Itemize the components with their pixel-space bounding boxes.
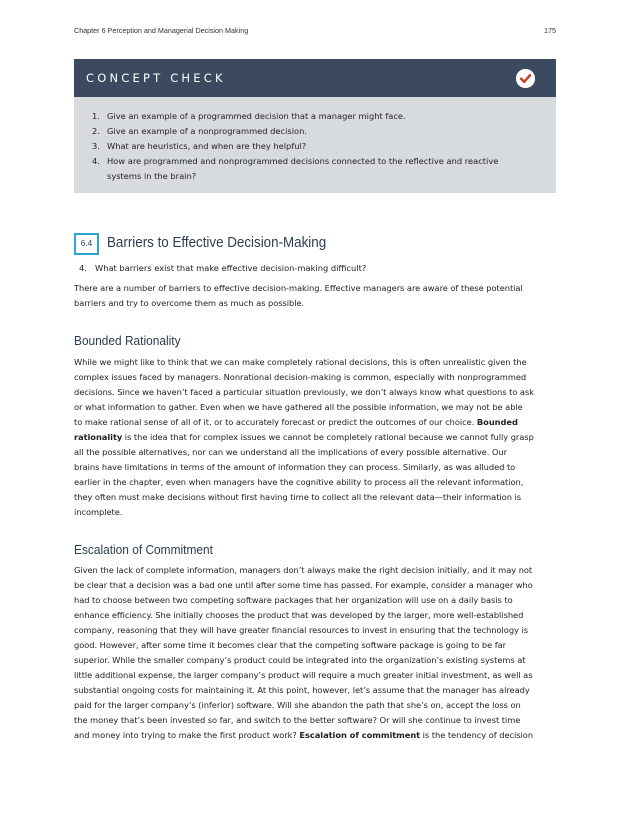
objective-text: What barriers exist that make effective decision-making difficult? [95, 263, 367, 273]
intro-paragraph: There are a number of barriers to effective decision-making. Effective managers are aware of these potential barriers and try to overcome them as much as possible. [74, 283, 523, 308]
objective-number: 4. [79, 263, 87, 273]
escalation-heading: Escalation of Commitment [74, 542, 213, 557]
concept-check-item-2: 2. Give an example of a nonprogrammed decision. [92, 126, 308, 136]
page-number: 175 [544, 26, 556, 35]
running-header [74, 26, 556, 36]
concept-check-item-3: 3. What are heuristics, and when are they helpful? [92, 141, 307, 151]
bounded-term-part1: Bounded [476, 417, 518, 427]
section-title: Barriers to Effective Decision-Making [107, 235, 327, 251]
section-number-badge: 6.4 [74, 233, 99, 255]
bounded-rationality-paragraph: While we might like to think that we can make completely rational decisions, this is often unrealistic given the complex issues faced by managers. Nonrational decision-making is common, especially with nonprogrammed decisions. Since we haven’t faced a particular situation previously, we don’t always know what questions to ask or what information to gather. Even when we have gathered all the possible information, we may not be able to make rational sense of all of it, or to accurately forecast or predict the outcomes of our choice. Bounded rationality is the idea that for complex issues we cannot be completely rational because we cannot fully grasp all the possible alternatives, nor can we understand all the implications of every possible alternative. Our brains have limitations in terms of the amount of information they can process. Similarly, as was alluded to earlier in the chapter, even when managers have the cognitive ability to process all the relevant information, they often must make decisions without first having time to collect all the relevant data—their information is incomplete. [74, 357, 534, 517]
escalation-paragraph: Given the lack of complete information, managers don’t always make the right decision initially, and it may not be clear that a decision was a bad one until after some time has passed. For example, consider a manager who had to choose between two competing software packages that her organization will use on a daily basis to enhance efficiency. She initially chooses the product that was developed by the larger, more well-established company, reasoning that they will have greater financial resources to invest in ensuring that the technology is good. However, after some time it becomes clear that the competing software package is going to be far superior. While the smaller company’s product could be integrated into the organization’s existing systems at little additional expense, the larger company’s product will require a much greater initial investment, as well as substantial ongoing costs for maintaining it. At this point, however, let’s assume that the manager has already paid for the larger company’s (inferior) software. Will she abandon the path that she’s on, accept the loss on the money that’s been invested so far, and switch to the better software? Or will she continue to invest time and money into trying to make the first product work? Escalation of commitment is the tendency of decision [74, 565, 534, 740]
concept-check-item-1: 1. Give an example of a programmed decision that a manager might face. [92, 111, 406, 121]
bounded-rationality-heading: Bounded Rationality [74, 333, 181, 348]
learning-objective [79, 263, 366, 273]
check-circle-icon [516, 69, 535, 88]
chapter-title: Chapter 6 Perception and Managerial Decision Making [74, 26, 249, 35]
concept-check-box [74, 59, 556, 193]
bounded-term-part2: rationality [74, 432, 123, 442]
concept-check-header [74, 59, 556, 97]
concept-check-title: CONCEPT CHECK [86, 71, 226, 85]
concept-check-list [92, 109, 532, 184]
escalation-term: Escalation of commitment [299, 730, 421, 740]
concept-check-item-4: 4. How are programmed and nonprogrammed decisions connected to the reflective and reactive systems in the brain? [92, 156, 499, 181]
